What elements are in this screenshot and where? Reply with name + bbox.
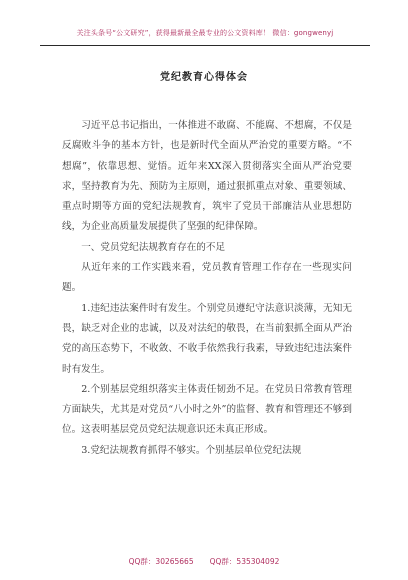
- paragraph: 习近平总书记指出，一体推进不敢腐、不能腐、不想腐，不仅是反腐败斗争的基本方针，也是新时代全面从严治党的重要方略。“不想腐”，依靠思想、觉悟。近年来XX深入贯彻落实全面从严治党要求，坚持教育为先、预防为主原则，通过狠抓重点对象、重要领域、重点时期等方面的党纪法规教育，筑牢了党员干部廉洁从业思想防线，为企业高质量发展提供了坚强的纪律保障。: [62, 120, 352, 233]
- section-heading: 一、党员党纪法规教育存在的不足: [81, 241, 226, 253]
- header-divider: [40, 45, 370, 46]
- footer-qq-groups: [0, 556, 408, 567]
- header-banner: 关注头条号“公文研究”，获得最新最全最专业的公文资料库！ 微信：gongwenyj: [76, 29, 334, 37]
- qq-group-1: QQ群：30265665: [128, 557, 194, 566]
- document-title: 党纪教育心得体会: [160, 72, 248, 83]
- document-body: [62, 116, 352, 461]
- paragraph: 2.个别基层党组织落实主体责任韧劲不足。在党员日常教育管理方面缺失，尤其是对党员“八小时之外”的监督、教育和管理还不够到位。这表明基层党员党纪法规意识还未真正形成。: [62, 383, 352, 436]
- paragraph: 1.违纪违法案件时有发生。个别党员遵纪守法意识淡薄，无知无畏，缺乏对企业的忠诚，以及对法纪的敬畏，在当前狠抓全面从严治党的高压态势下，不收敛、不收手依然我行我素，导致违纪违法案件时有发生。: [62, 302, 352, 375]
- paragraph: 3.党纪法规教育抓得不够实。个别基层单位党纪法规: [81, 444, 302, 456]
- paragraph: 从近年来的工作实践来看，党员教育管理工作存在一些现实问题。: [62, 262, 352, 294]
- qq-group-2: QQ群：535304092: [209, 557, 280, 566]
